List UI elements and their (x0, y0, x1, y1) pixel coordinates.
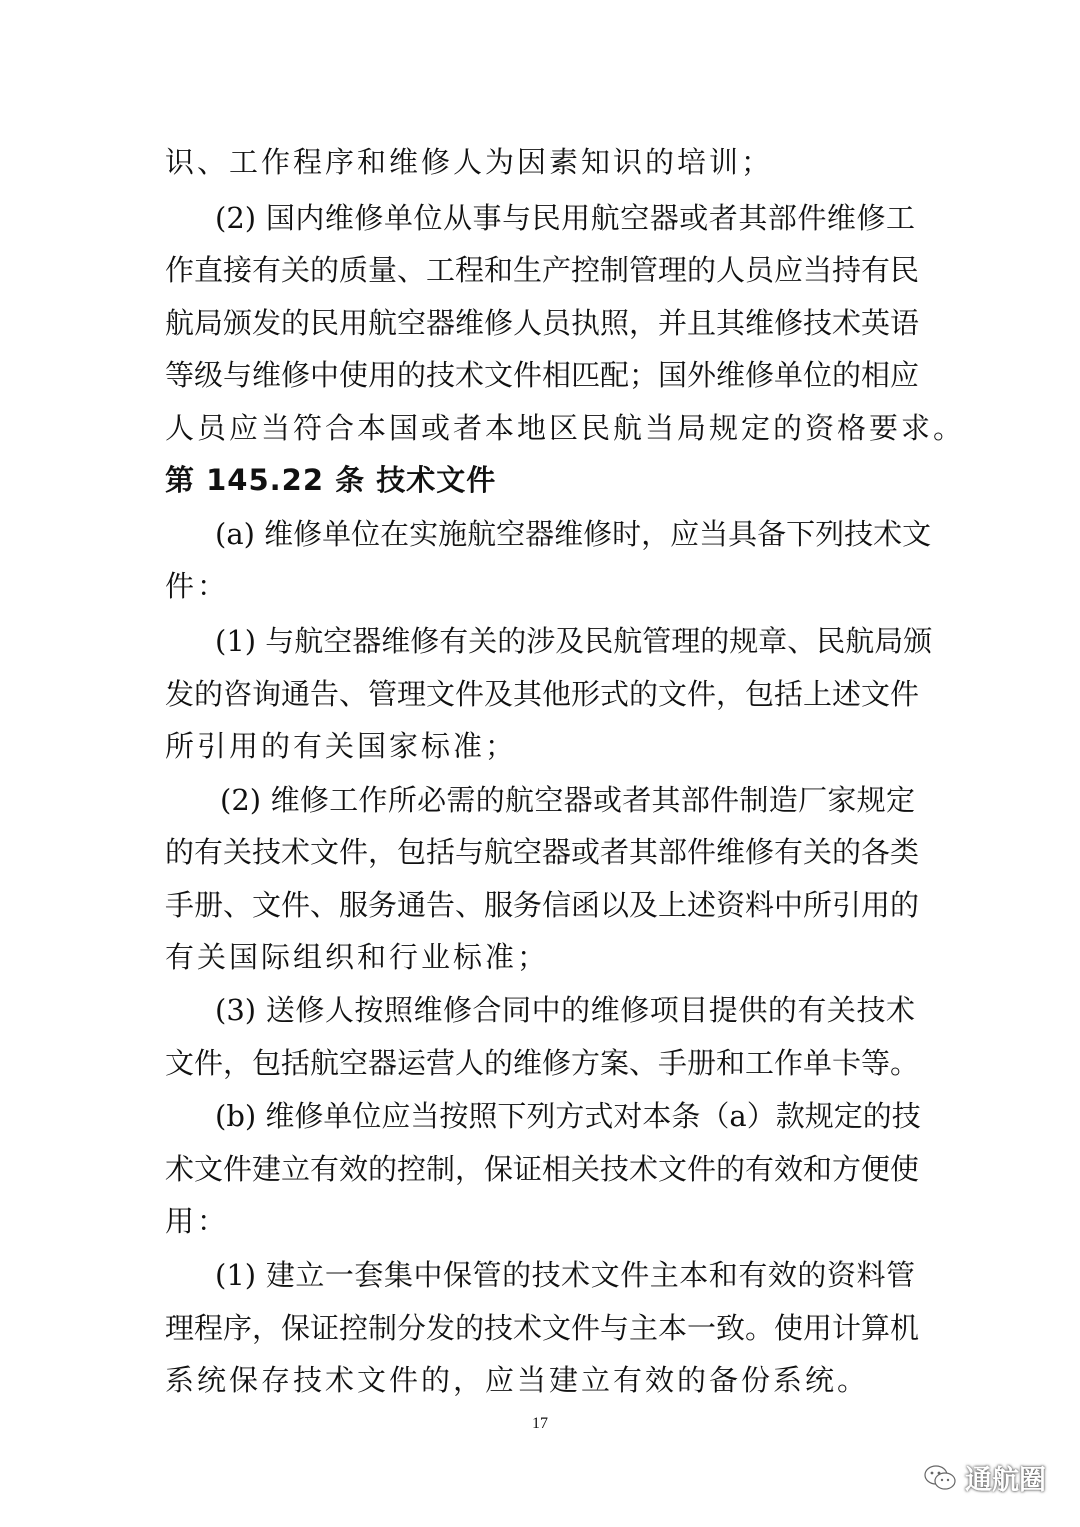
text-line: 作直接有关的质量、工程和生产控制管理的人员应当持有民 (165, 253, 920, 287)
text-line: (3) 送修人按照维修合同中的维修项目提供的有关技术 (215, 993, 915, 1027)
text-line: (1) 与航空器维修有关的涉及民航管理的规章、民航局颁 (215, 624, 933, 658)
text-line: 系统保存技术文件的，应当建立有效的备份系统。 (165, 1363, 870, 1397)
text-line: 手册、文件、服务通告、服务信函以及上述资料中所引用的 (165, 888, 920, 922)
section-heading: 第 145.22 条 技术文件 (165, 463, 497, 497)
page-number: 17 (532, 1415, 548, 1432)
text-line: (1) 建立一套集中保管的技术文件主本和有效的资料管 (215, 1258, 915, 1292)
text-line: 发的咨询通告、管理文件及其他形式的文件，包括上述文件 (165, 677, 920, 711)
watermark (923, 1458, 1046, 1497)
text-line: (2) 维修工作所必需的航空器或者其部件制造厂家规定 (220, 783, 915, 817)
text-line: 理程序，保证控制分发的技术文件与主本一致。使用计算机 (165, 1311, 920, 1345)
text-line: (b) 维修单位应当按照下列方式对本条（a）款规定的技 (215, 1099, 921, 1133)
text-line: 所引用的有关国家标准； (165, 729, 518, 763)
text-line: 有关国际组织和行业标准； (165, 940, 550, 974)
text-line: 等级与维修中使用的技术文件相匹配；国外维修单位的相应 (165, 358, 920, 392)
text-line: 识、工作程序和维修人为因素知识的培训； (165, 145, 774, 179)
watermark-text: 通航圈 (965, 1465, 1046, 1496)
text-line: 的有关技术文件，包括与航空器或者其部件维修有关的各类 (165, 835, 920, 869)
text-line: 用： (165, 1204, 230, 1238)
text-line: (2) 国内维修单位从事与民用航空器或者其部件维修工 (215, 201, 915, 235)
text-line: 人员应当符合本国或者本地区民航当局规定的资格要求。 (165, 411, 966, 445)
text-line: 航局颁发的民用航空器维修人员执照，并且其维修技术英语 (165, 306, 920, 340)
text-line: (a) 维修单位在实施航空器维修时，应当具备下列技术文 (215, 517, 932, 551)
text-line: 件： (165, 569, 230, 603)
text-line: 术文件建立有效的控制，保证相关技术文件的有效和方便使 (165, 1152, 920, 1186)
wechat-icon (923, 1463, 957, 1493)
text-line: 文件，包括航空器运营人的维修方案、手册和工作单卡等。 (165, 1046, 920, 1080)
